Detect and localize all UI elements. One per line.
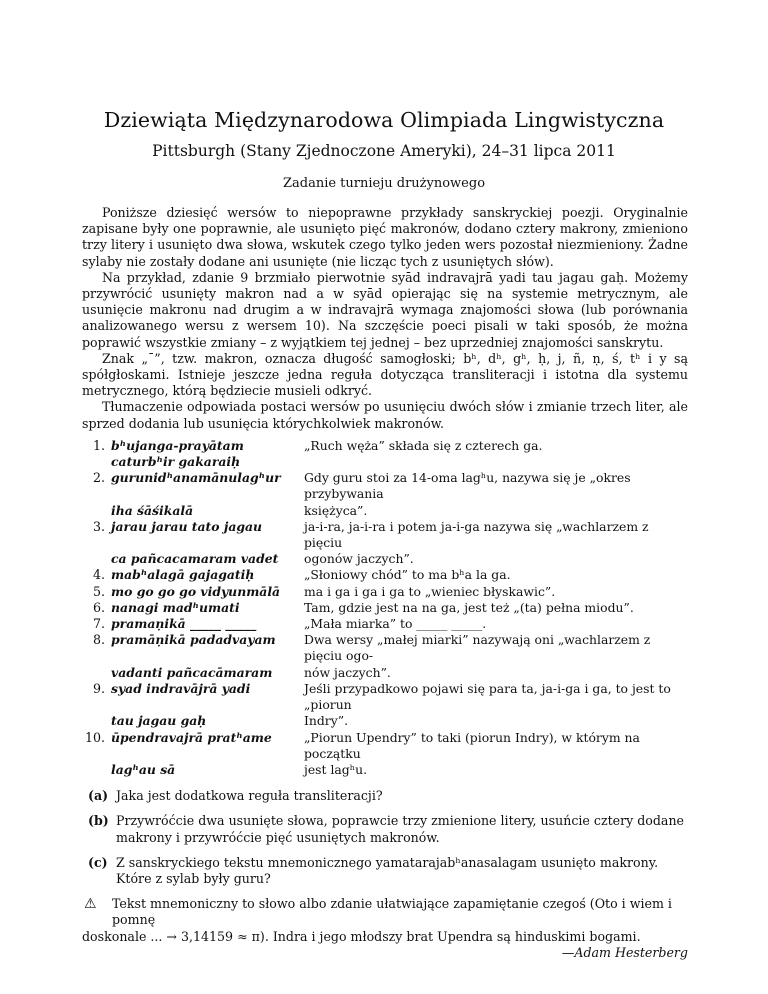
verse-row (82, 632, 688, 664)
sanskrit-line: iha śāśikalā (111, 502, 194, 518)
verse-number (82, 551, 105, 567)
intro-paragraph-3: Znak „¯”, tzw. makron, oznacza długość samogłoski; bʰ, dʰ, gʰ, ḥ, j, ñ, ṇ, ś, tʰ i y są spółgłoskami. Istnieje jeszcze jedna reguła dotycząca transliteracji i istotna dla systemu metrycznego, którą będziecie musieli odkryć. (82, 350, 688, 399)
sanskrit-line: bʰujanga-prayātam (111, 437, 244, 453)
verse-row (82, 600, 688, 616)
translation-line: jest lagʰu. (304, 761, 368, 777)
sanskrit-line: vadanti pañcacāmaram (111, 664, 273, 680)
question-text: Z sanskryckiego tekstu mnemonicznego yamatarajabʰanasalagam usunięto makrony. Które z sylab były guru? (116, 854, 659, 886)
verse-number: 7. (92, 616, 105, 632)
verse-number: 10. (84, 729, 105, 745)
page-title: Dziewiąta Międzynarodowa Olimpiada Lingwistyczna (103, 108, 665, 132)
sanskrit-line: ca pañcacamaram vadet (111, 551, 279, 567)
translation-line: Indry”. (304, 713, 349, 729)
sanskrit-line: tau jagau gaḥ (111, 713, 207, 729)
verse-row (82, 681, 688, 713)
verse-row (82, 584, 688, 600)
translation-line: nów jaczych”. (304, 664, 391, 680)
sanskrit-line: ūpendravajrā pratʰame (111, 729, 272, 745)
questions (82, 788, 688, 887)
task-heading: Zadanie turnieju drużynowego (282, 176, 486, 191)
verse-number: 8. (92, 632, 105, 648)
verse-number: 1. (92, 437, 105, 453)
translation-line (304, 454, 688, 470)
footnote (82, 896, 688, 961)
intro-paragraph-1: Poniższe dziesięć wersów to niepoprawne przykłady sanskryckiej poezji. Oryginalnie zapisane były one poprawnie, ale usunięto pięć makronów, dodano cztery makrony, zmieniono trzy litery i usunięto dwa słowa, wskutek czego tylko jeden wers pozostał niezmieniony. Żadne sylaby nie zostały dodane ani usunięte (nie licząc tych z usuniętych słów). (82, 205, 688, 269)
verse-number (82, 762, 105, 778)
verse-row (82, 665, 688, 681)
question-label: (a) (88, 788, 109, 804)
note-text-2: doskonale ... → 3,14159 ≈ π). Indra i jego młodszy brat Upendra są hinduskimi bogami. (82, 928, 641, 944)
verse-row (82, 551, 688, 567)
note-line-1 (82, 896, 688, 928)
translation-line: ogonów jaczych”. (304, 551, 414, 567)
verse-number (82, 713, 105, 729)
verse-number: 9. (92, 680, 105, 696)
verse-row (82, 438, 688, 454)
sanskrit-line: jarau jarau tato jagau (111, 518, 263, 534)
sanskrit-line: pramaṇikā _____ _____ (111, 616, 257, 632)
verse-number: 4. (92, 567, 105, 583)
sanskrit-line: pramāṇikā padadvayam (111, 632, 276, 648)
verse-row (82, 713, 688, 729)
intro-paragraph-2: Na przykład, zdanie 9 brzmiało pierwotnie syād indravajrā yadi tau jagau gaḥ. Możemy przywrócić usunięty makron nad a w syād opierając się na systemie metrycznym, ale usunięcie makronu nad drugim a w indravajrā wymaga znajomości słowa (lub porównania analizowanego wersu z wersem 10). Na szczęście poeci pisali w taki sposób, że można poprawić wszystkie zmiany – z wyjątkiem tej jednej – bez uprzedniej znajomości sanskrytu. (82, 269, 688, 350)
verse-list (82, 438, 688, 778)
question-a (88, 788, 688, 804)
question-c (88, 855, 688, 887)
translation-line: księżyca”. (304, 502, 368, 518)
translation-line: Jeśli przypadkowo pojawi się para ta, ja-i-ga i ga, to jest to „piorun (304, 680, 671, 713)
intro-text (82, 205, 688, 432)
sanskrit-line: gurunidʰanamānulagʰur (111, 470, 281, 486)
page-subtitle: Pittsburgh (Stany Zjednoczone Ameryki), 24–31 lipca 2011 (152, 142, 616, 160)
sanskrit-line: mo go go go vidyunmālā (111, 583, 281, 599)
author-signature: —Adam Hesterberg (561, 944, 688, 960)
verse-row (82, 454, 688, 470)
verse-number: 2. (92, 470, 105, 486)
sanskrit-line: lagʰau sā (111, 761, 176, 777)
sanskrit-line: caturbʰir gakaraiḥ (111, 454, 241, 470)
translation-line: Dwa wersy „małej miarki” nazywają oni „wachlarzem z pięciu ogo- (304, 632, 651, 664)
question-b (88, 813, 688, 845)
verse-row (82, 567, 688, 583)
question-label: (c) (88, 854, 108, 870)
translation-line: ma i ga i ga i ga to „wieniec błyskawic”. (304, 583, 556, 599)
warning-icon: ⚠ (84, 896, 97, 913)
intro-paragraph-4: Tłumaczenie odpowiada postaci wersów po usunięciu dwóch słów i zmianie trzech liter, ale sprzed dodania lub usunięcia którychkolwiek makronów. (82, 399, 688, 431)
verse-number (82, 665, 105, 681)
verse-row (82, 730, 688, 762)
verse-row (82, 470, 688, 502)
note-text-1: Tekst mnemoniczny to słowo albo zdanie ułatwiające zapamiętanie czegoś (Oto i wiem i pomnę (112, 896, 672, 928)
verse-row (82, 503, 688, 519)
verse-row (82, 519, 688, 551)
translation-line: Gdy guru stoi za 14-oma lagʰu, nazywa się je „okres przybywania (304, 470, 631, 502)
verse-number: 3. (92, 518, 105, 534)
verse-number: 5. (92, 583, 105, 599)
translation-line: Tam, gdzie jest na na ga, jest też „(ta) pełna miodu”. (304, 599, 634, 615)
verse-number (82, 503, 105, 519)
verse-row (82, 762, 688, 778)
sanskrit-line: nanagi madʰumati (111, 599, 240, 615)
translation-line: „Mała miarka” to _____ _____. (304, 616, 487, 632)
sanskrit-line: mabʰalagā gajagatiḥ (111, 567, 255, 583)
translation-line: „Słoniowy chód” to ma bʰa la ga. (304, 567, 511, 583)
translation-line: ja-i-ra, ja-i-ra i potem ja-i-ga nazywa się „wachlarzem z pięciu (304, 518, 649, 551)
verse-row (82, 616, 688, 632)
sanskrit-line: syad indravājrā yadi (111, 680, 251, 696)
problem-body (82, 205, 688, 961)
question-text: Przywróćcie dwa usunięte słowa, poprawcie trzy zmienione litery, usuńcie cztery dodane makrony i przywróćcie pięć usuniętych makronów. (116, 813, 685, 845)
verse-number: 6. (92, 599, 105, 615)
verse-number (82, 454, 105, 470)
question-text: Jaka jest dodatkowa reguła transliteracji? (116, 788, 383, 804)
question-label: (b) (88, 813, 109, 829)
translation-line: „Piorun Upendry” to taki (piorun Indry), w którym na początku (304, 729, 640, 761)
translation-line: „Ruch węża” składa się z czterech ga. (304, 437, 543, 453)
